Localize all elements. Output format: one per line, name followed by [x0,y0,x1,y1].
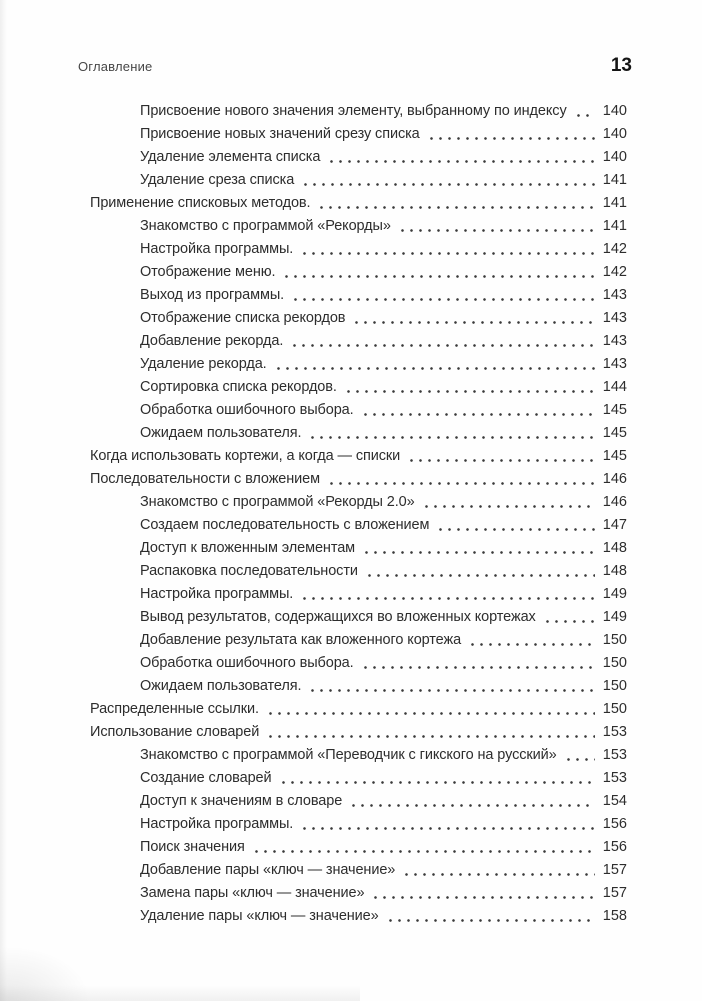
entry-page: 153 [602,747,627,763]
dot-leader [384,905,595,928]
toc-entry [0,238,627,261]
toc-entry [0,376,627,399]
entry-page: 147 [602,517,627,533]
entry-page: 148 [602,563,627,579]
toc-entry [0,123,627,146]
entry-page: 158 [602,908,627,924]
dot-leader [466,629,595,652]
entry-page: 145 [602,402,627,418]
toc-entry [0,790,627,813]
dot-leader [359,652,595,675]
toc-entry [0,491,627,514]
dot-leader [400,859,595,882]
entry-title: Ожидаем пользователя. [140,678,302,694]
toc-entry [0,537,627,560]
entry-title: Обработка ошибочного выбора. [140,655,354,671]
dot-leader [306,422,595,445]
entry-page: 157 [602,885,627,901]
entry-title: Замена пары «ключ — значение» [140,885,365,901]
toc-entry [0,422,627,445]
entry-title: Знакомство с программой «Переводчик с гикского на русский» [140,747,557,763]
toc-entry [0,445,627,468]
entry-title: Настройка программы. [140,586,294,602]
entry-page: 143 [602,356,627,372]
entry-title: Удаление рекорда. [140,356,267,372]
entry-page: 156 [602,816,627,832]
entry-title: Добавление пары «ключ — значение» [140,862,396,878]
scan-smudge-bottom-left [0,946,90,1001]
entry-page: 144 [602,379,627,395]
dot-leader [325,146,595,169]
toc-entry [0,192,627,215]
dot-leader [405,445,595,468]
entry-title: Сортировка списка рекордов. [140,379,337,395]
dot-leader [363,560,595,583]
dot-leader [306,675,595,698]
dot-leader [315,192,595,215]
entry-title: Обработка ошибочного выбора. [140,402,354,418]
dot-leader [425,123,595,146]
scan-edge-bottom [0,985,360,1001]
dot-leader [280,261,595,284]
dot-leader [359,399,595,422]
toc-entry [0,698,627,721]
entry-page: 148 [602,540,627,556]
entry-page: 146 [602,494,627,510]
entry-page: 150 [602,678,627,694]
toc-entry [0,215,627,238]
entry-title: Добавление рекорда. [140,333,284,349]
entry-page: 150 [602,701,627,717]
entry-title: Применение списковых методов. [90,195,311,211]
entry-page: 141 [602,172,627,188]
entry-page: 145 [602,425,627,441]
toc-entry [0,146,627,169]
entry-page: 157 [602,862,627,878]
entry-page: 143 [602,310,627,326]
dot-leader [434,514,595,537]
entry-title: Ожидаем пользователя. [140,425,302,441]
toc-entry [0,399,627,422]
entry-title: Знакомство с программой «Рекорды 2.0» [140,494,415,510]
toc-entry [0,744,627,767]
toc-entry [0,882,627,905]
entry-page: 150 [602,632,627,648]
entry-page: 140 [602,149,627,165]
toc-entry [0,905,627,928]
toc-entry [0,836,627,859]
entry-title: Вывод результатов, содержащихся во вложенных кортежах [140,609,536,625]
dot-leader [298,583,595,606]
entry-title: Настройка программы. [140,816,294,832]
toc-entry [0,675,627,698]
dot-leader [250,836,595,859]
dot-leader [342,376,595,399]
toc-entry [0,560,627,583]
dot-leader [369,882,595,905]
entry-page: 140 [602,126,627,142]
entry-title: Доступ к значениям в словаре [140,793,343,809]
entry-page: 156 [602,839,627,855]
entry-title: Присвоение новых значений срезу списка [140,126,420,142]
running-title: Оглавление [78,59,153,74]
entry-page: 153 [602,770,627,786]
dot-leader [298,813,595,836]
entry-page: 145 [602,448,627,464]
entry-title: Присвоение нового значения элементу, выбранному по индексу [140,103,567,119]
toc-entry [0,330,627,353]
entry-title: Распаковка последовательности [140,563,358,579]
toc-entry [0,284,627,307]
page-number: 13 [610,55,632,76]
entry-title: Создание словарей [140,770,272,786]
toc-entry [0,169,627,192]
dot-leader [289,284,595,307]
entry-page: 140 [602,103,627,119]
dot-leader [325,468,595,491]
page-header [78,55,632,77]
entry-page: 142 [602,241,627,257]
entry-page: 149 [602,609,627,625]
entry-title: Последовательности с вложением [90,471,320,487]
entry-title: Знакомство с программой «Рекорды» [140,218,391,234]
toc-entry [0,307,627,330]
entry-title: Удаление элемента списка [140,149,321,165]
toc-entry [0,468,627,491]
toc-entry [0,767,627,790]
toc-entry [0,353,627,376]
dot-leader [541,606,595,629]
entry-page: 141 [602,218,627,234]
entry-title: Настройка программы. [140,241,294,257]
toc-entry [0,100,627,123]
entry-title: Поиск значения [140,839,245,855]
toc-entry [0,261,627,284]
toc-entry [0,606,627,629]
dot-leader [396,215,595,238]
dot-leader [572,100,595,123]
toc-entry [0,813,627,836]
dot-leader [350,307,595,330]
toc-entry [0,652,627,675]
dot-leader [298,238,595,261]
entry-title: Когда использовать кортежи, а когда — списки [90,448,401,464]
entry-title: Удаление пары «ключ — значение» [140,908,379,924]
entry-page: 149 [602,586,627,602]
entry-title: Создаем последовательность с вложением [140,517,430,533]
dot-leader [347,790,595,813]
entry-page: 141 [602,195,627,211]
entry-page: 153 [602,724,627,740]
entry-page: 143 [602,333,627,349]
dot-leader [264,698,595,721]
entry-title: Распределенные ссылки. [90,701,259,717]
toc-entry [0,583,627,606]
entry-title: Удаление среза списка [140,172,295,188]
entry-page: 143 [602,287,627,303]
dot-leader [272,353,595,376]
entry-page: 154 [602,793,627,809]
entry-title: Добавление результата как вложенного кортежа [140,632,462,648]
dot-leader [360,537,595,560]
entry-title: Отображение списка рекордов [140,310,346,326]
toc-entry [0,514,627,537]
entry-title: Выход из программы. [140,287,285,303]
dot-leader [420,491,595,514]
entry-title: Отображение меню. [140,264,276,280]
toc-entry [0,721,627,744]
toc-list [0,100,627,928]
entry-page: 146 [602,471,627,487]
dot-leader [288,330,595,353]
dot-leader [277,767,596,790]
toc-entry [0,629,627,652]
dot-leader [562,744,595,767]
entry-page: 150 [602,655,627,671]
dot-leader [299,169,595,192]
toc-entry [0,859,627,882]
entry-title: Доступ к вложенным элементам [140,540,356,556]
entry-page: 142 [602,264,627,280]
entry-title: Использование словарей [90,724,260,740]
dot-leader [264,721,595,744]
